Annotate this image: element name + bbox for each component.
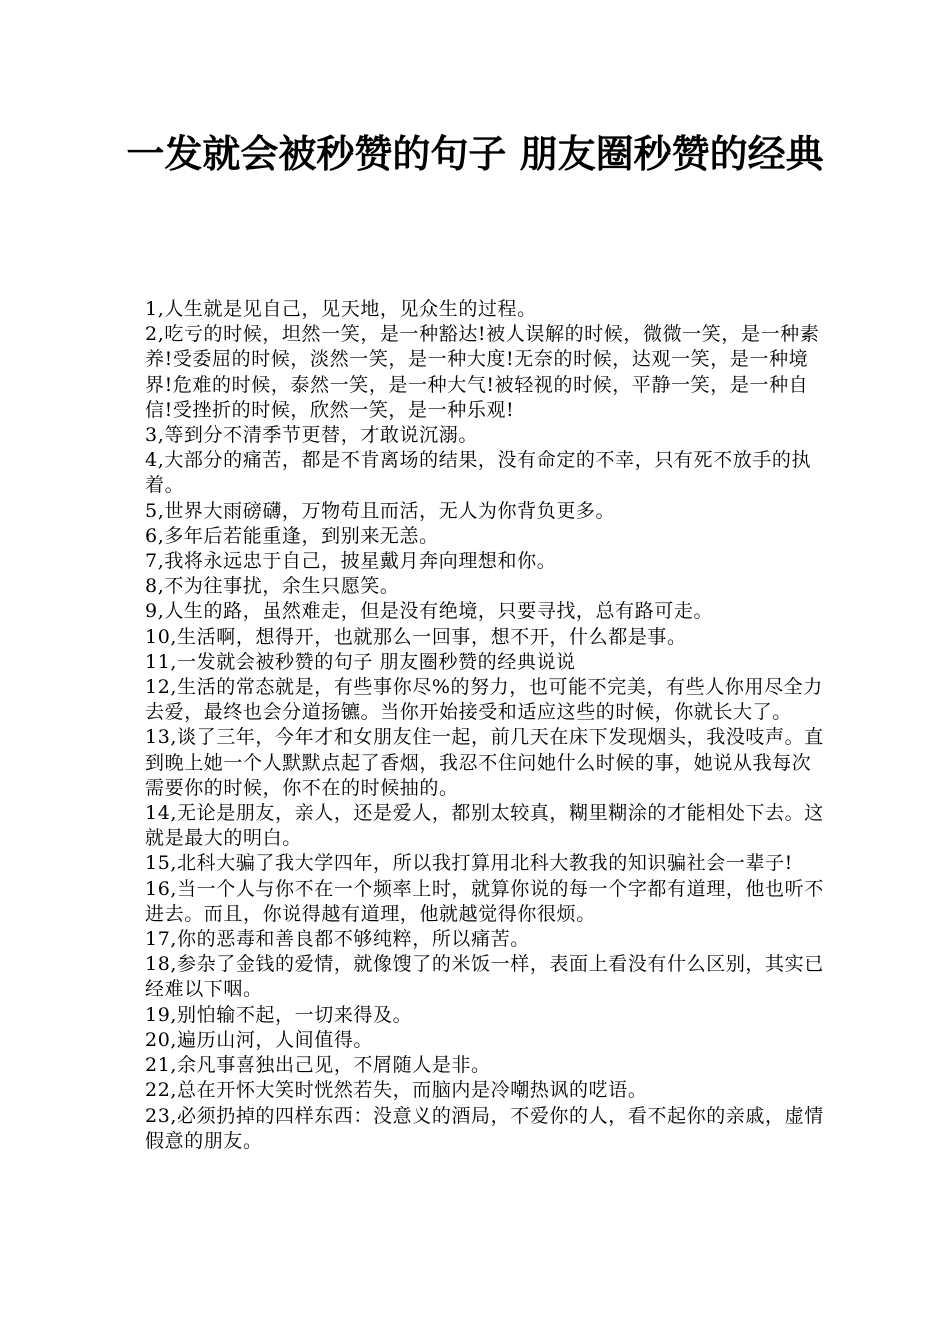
list-item: 16,当一个人与你不在一个频率上时，就算你说的每一个字都有道理，他也听不进去。而且，你说得越有道理，他就越觉得你很烦。: [145, 877, 824, 925]
list-item: 13,谈了三年，今年才和女朋友住一起，前几天在床下发现烟头，我没吱声。直到晚上她一个人默默点起了香烟，我忍不住问她什么时候的事，她说从我每次需要你的时候，你不在的时候抽的。: [145, 726, 824, 799]
list-item: 22,总在开怀大笑时恍然若失，而脑内是冷嘲热讽的呓语。: [145, 1079, 648, 1102]
list-item: 3,等到分不清季节更替，才敢说沉溺。: [145, 424, 478, 447]
list-item: 17,你的恶毒和善良都不够纯粹，所以痛苦。: [145, 928, 530, 951]
list-item: 14,无论是朋友，亲人，还是爱人，都别太较真，糊里糊涂的才能相处下去。这就是最大的明白。: [145, 802, 824, 850]
list-item: 9,人生的路，虽然难走，但是没有绝境，只要寻找，总有路可走。: [145, 600, 714, 623]
list-item: 2,吃亏的时候，坦然一笑，是一种豁达!被人误解的时候，微微一笑，是一种素养!受委屈的时候，淡然一笑，是一种大度!无奈的时候，达观一笑，是一种境界!危难的时候，泰然一笑，是一种大气!被轻视的时候，平静一笑，是一种自信!受挫折的时候，欣然一笑，是一种乐观!: [145, 323, 820, 421]
list-item: 21,余凡事喜独出己见，不屑随人是非。: [145, 1054, 491, 1077]
list-item: 12,生活的常态就是，有些事你尽%的努力，也可能不完美，有些人你用尽全力去爱，最终也会分道扬镳。当你开始接受和适应这些的时候，你就长大了。: [145, 676, 823, 724]
list-item: 15,北科大骗了我大学四年，所以我打算用北科大教我的知识骗社会一辈子!: [145, 852, 793, 875]
list-item: 6,多年后若能重逢，到别来无恙。: [145, 524, 439, 547]
list-item: 1,人生就是见自己，见天地，见众生的过程。: [145, 298, 537, 320]
list-item: 11,一发就会被秒赞的句子 朋友圈秒赞的经典说说: [145, 650, 576, 673]
list-item: 5,世界大雨磅礴，万物苟且而活，无人为你背负更多。: [145, 499, 616, 522]
list-item: 20,遍历山河，人间值得。: [145, 1028, 374, 1051]
list-item: 23,必须扔掉的四样东西：没意义的酒局，不爱你的人，看不起你的亲戚，虚情假意的朋友。: [145, 1104, 824, 1152]
list-item: 10,生活啊，想得开，也就那么一回事，想不开，什么都是事。: [145, 625, 687, 648]
list-item: 8,不为往事扰，余生只愿笑。: [145, 575, 400, 598]
list-item: 7,我将永远忠于自己，披星戴月奔向理想和你。: [145, 550, 557, 573]
list-item: 18,参杂了金钱的爱情，就像馊了的米饭一样，表面上看没有什么区别，其实已经难以下咽。: [145, 953, 824, 1001]
document-body: [145, 297, 825, 1154]
list-item: 4,大部分的痛苦，都是不肯离场的结果，没有命定的不幸，只有死不放手的执着。: [145, 449, 812, 497]
list-item: 19,别怕输不起，一切来得及。: [145, 1003, 413, 1026]
document-title: 一发就会被秒赞的句子 朋友圈秒赞的经典: [126, 132, 824, 176]
